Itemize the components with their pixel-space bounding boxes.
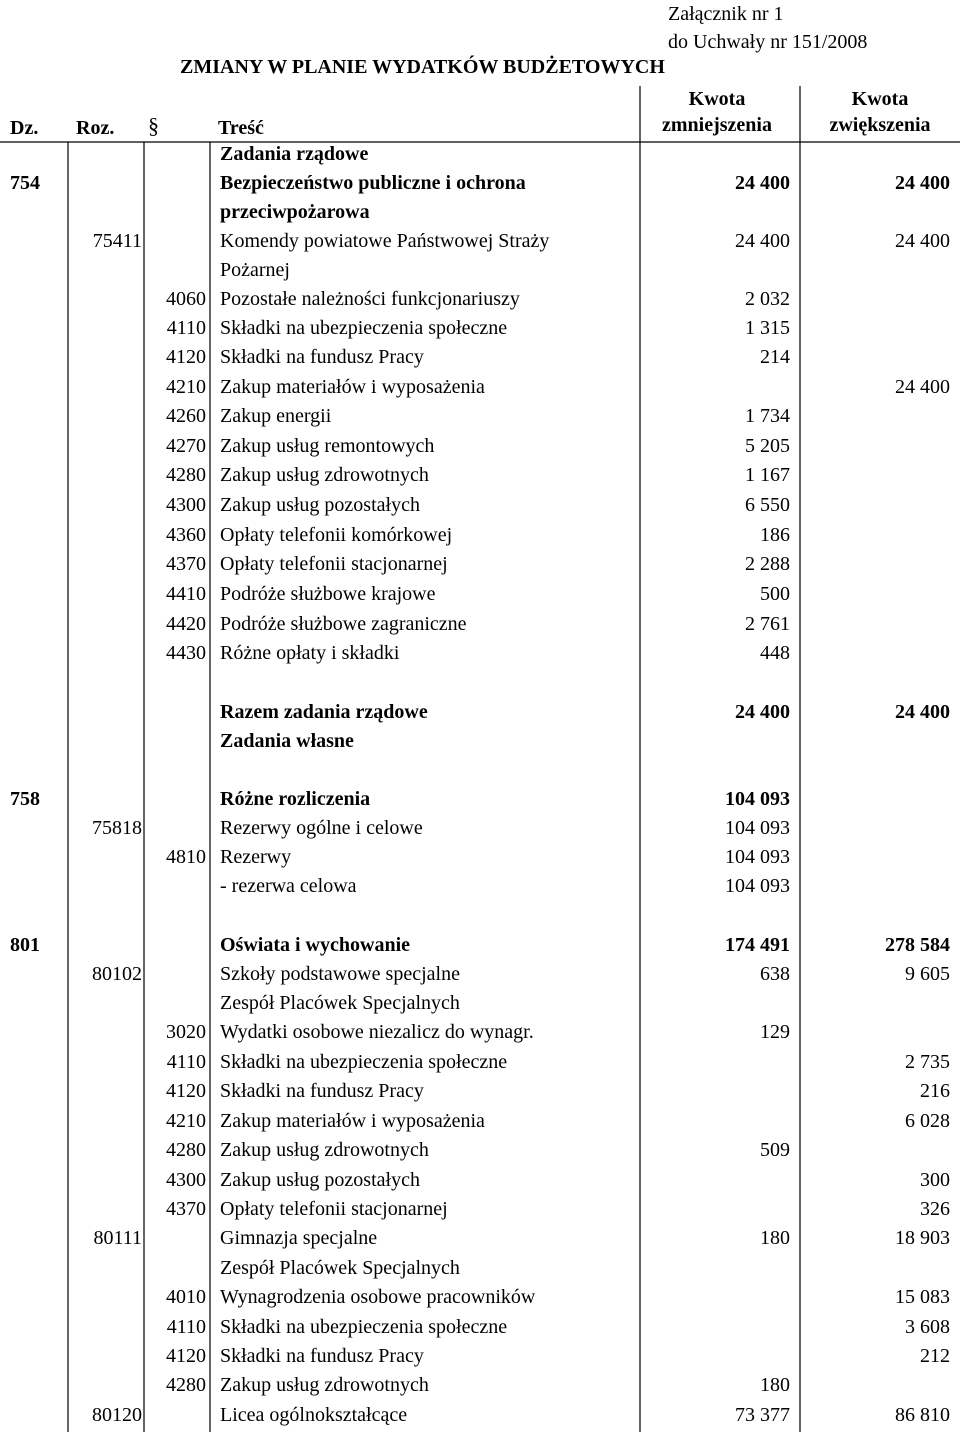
paragraph-cell: 4010 [166, 1286, 206, 1308]
increase-amount-cell: 3 608 [905, 1316, 950, 1338]
description-cell: Gimnazja specjalne [220, 1227, 378, 1249]
paragraph-cell: 4110 [166, 1051, 206, 1073]
description-cell: Bezpieczeństwo publiczne i ochrona [220, 172, 526, 194]
description-cell: Komendy powiatowe Państwowej Straży [220, 230, 550, 252]
decrease-amount-cell: 6 550 [745, 494, 790, 516]
increase-amount-cell: 326 [920, 1198, 950, 1220]
increase-amount-cell: 18 903 [895, 1227, 950, 1249]
decrease-amount-cell: 24 400 [735, 172, 790, 194]
description-cell: Składki na ubezpieczenia społeczne [220, 1051, 508, 1073]
increase-amount-cell: 2 735 [905, 1051, 950, 1073]
increase-amount-cell: 278 584 [885, 934, 950, 956]
description-cell: Zadania własne [220, 730, 354, 752]
paragraph-cell: 4210 [166, 1110, 206, 1132]
description-cell: Zespół Placówek Specjalnych [220, 992, 460, 1014]
annex-label: Załącznik nr 1 [668, 3, 784, 25]
description-cell: Licea ogólnokształcące [220, 1404, 408, 1426]
description-cell: Składki na fundusz Pracy [220, 1080, 424, 1102]
col-header-zmniejszenia-line1: Kwota [688, 88, 746, 110]
decrease-amount-cell: 174 491 [725, 934, 790, 956]
col-header-zwiekszenia [800, 86, 960, 138]
col-header-paragraph: § [148, 113, 159, 138]
paragraph-cell: 4360 [166, 524, 206, 546]
increase-amount-cell: 15 083 [895, 1286, 950, 1308]
col-header-zwiekszenia-line2: zwiększenia [829, 114, 931, 136]
increase-amount-cell: 212 [920, 1345, 950, 1367]
increase-amount-cell: 216 [920, 1080, 950, 1102]
description-cell: Opłaty telefonii stacjonarnej [220, 553, 448, 575]
decrease-amount-cell: 500 [760, 583, 790, 605]
paragraph-cell: 4270 [166, 435, 206, 457]
decrease-amount-cell: 24 400 [735, 701, 790, 723]
increase-amount-cell: 24 400 [895, 230, 950, 252]
decrease-amount-cell: 129 [760, 1021, 790, 1043]
description-cell: Zakup usług zdrowotnych [220, 464, 429, 486]
decrease-amount-cell: 1 734 [745, 405, 790, 427]
description-cell: Zespół Placówek Specjalnych [220, 1257, 460, 1279]
decrease-amount-cell: 104 093 [725, 817, 790, 839]
description-cell: Podróże służbowe zagraniczne [220, 613, 467, 635]
decrease-amount-cell: 73 377 [735, 1404, 790, 1426]
resolution-label: do Uchwały nr 151/2008 [668, 31, 868, 53]
decrease-amount-cell: 2 288 [745, 553, 790, 575]
increase-amount-cell: 300 [920, 1169, 950, 1191]
decrease-amount-cell: 214 [760, 346, 790, 368]
description-cell: Podróże służbowe krajowe [220, 583, 436, 605]
decrease-amount-cell: 1 167 [745, 464, 790, 486]
increase-amount-cell: 86 810 [895, 1404, 950, 1426]
annex-header [668, 0, 867, 56]
description-cell: Zadania rządowe [220, 143, 369, 165]
description-cell: Różne rozliczenia [220, 788, 371, 810]
description-cell: Zakup usług remontowych [220, 435, 435, 457]
description-cell: Razem zadania rządowe [220, 701, 428, 723]
description-cell: Składki na ubezpieczenia społeczne [220, 317, 508, 339]
description-cell: Rezerwy [220, 846, 292, 868]
description-cell: Rezerwy ogólne i celowe [220, 817, 423, 839]
decrease-amount-cell: 448 [760, 642, 790, 664]
description-cell: Wydatki osobowe niezalicz do wynagr. [220, 1021, 534, 1043]
paragraph-cell: 4280 [166, 464, 206, 486]
paragraph-cell: 4810 [166, 846, 206, 868]
col-header-tresc: Treść [218, 117, 264, 139]
decrease-amount-cell: 5 205 [745, 435, 790, 457]
description-cell: Składki na fundusz Pracy [220, 1345, 424, 1367]
col-header-zmniejszenia [640, 86, 794, 138]
description-cell: Pozostałe należności funkcjonariuszy [220, 288, 520, 310]
paragraph-cell: 4280 [166, 1374, 206, 1396]
decrease-amount-cell: 638 [760, 963, 790, 985]
decrease-amount-cell: 2 032 [745, 288, 790, 310]
increase-amount-cell: 24 400 [895, 701, 950, 723]
col-header-dz: Dz. [10, 117, 39, 139]
paragraph-cell: 4410 [166, 583, 206, 605]
increase-amount-cell: 24 400 [895, 172, 950, 194]
increase-amount-cell: 9 605 [905, 963, 950, 985]
dz-cell: 758 [10, 788, 40, 810]
description-cell: Składki na fundusz Pracy [220, 346, 424, 368]
paragraph-cell: 4060 [166, 288, 206, 310]
decrease-amount-cell: 104 093 [725, 788, 790, 810]
paragraph-cell: 4300 [166, 1169, 206, 1191]
decrease-amount-cell: 180 [760, 1374, 790, 1396]
decrease-amount-cell: 180 [760, 1227, 790, 1249]
col-header-roz: Roz. [76, 117, 115, 139]
paragraph-cell: 4370 [166, 1198, 206, 1220]
description-cell: - rezerwa celowa [220, 875, 357, 897]
description-cell: Zakup usług zdrowotnych [220, 1139, 429, 1161]
description-cell: Zakup usług pozostałych [220, 1169, 420, 1191]
paragraph-cell: 4120 [166, 1080, 206, 1102]
increase-amount-cell: 6 028 [905, 1110, 950, 1132]
decrease-amount-cell: 509 [760, 1139, 790, 1161]
paragraph-cell: 4420 [166, 613, 206, 635]
paragraph-cell: 4300 [166, 494, 206, 516]
paragraph-cell: 4120 [166, 346, 206, 368]
description-cell: Opłaty telefonii komórkowej [220, 524, 453, 546]
description-cell: Oświata i wychowanie [220, 934, 410, 956]
paragraph-cell: 4110 [166, 1316, 206, 1338]
roz-cell: 80102 [92, 963, 142, 985]
paragraph-cell: 4430 [166, 642, 206, 664]
decrease-amount-cell: 186 [760, 524, 790, 546]
description-cell: Zakup energii [220, 405, 332, 427]
col-header-zmniejszenia-line2: zmniejszenia [662, 114, 772, 136]
description-cell: Zakup usług pozostałych [220, 494, 420, 516]
paragraph-cell: 4260 [166, 405, 206, 427]
description-cell: Pożarnej [220, 259, 290, 281]
decrease-amount-cell: 1 315 [745, 317, 790, 339]
roz-cell: 75411 [92, 230, 142, 252]
description-cell: Zakup materiałów i wyposażenia [220, 1110, 485, 1132]
description-cell: przeciwpożarowa [220, 201, 370, 223]
dz-cell: 801 [10, 934, 40, 956]
col-header-zwiekszenia-line1: Kwota [851, 88, 909, 110]
description-cell: Składki na ubezpieczenia społeczne [220, 1316, 508, 1338]
increase-amount-cell: 24 400 [895, 376, 950, 398]
decrease-amount-cell: 2 761 [745, 613, 790, 635]
roz-cell: 80111 [93, 1227, 142, 1249]
description-cell: Wynagrodzenia osobowe pracowników [220, 1286, 536, 1308]
description-cell: Zakup materiałów i wyposażenia [220, 376, 485, 398]
dz-cell: 754 [10, 172, 40, 194]
decrease-amount-cell: 24 400 [735, 230, 790, 252]
decrease-amount-cell: 104 093 [725, 875, 790, 897]
roz-cell: 75818 [92, 817, 142, 839]
paragraph-cell: 4370 [166, 553, 206, 575]
roz-cell: 80120 [92, 1404, 142, 1426]
paragraph-cell: 4120 [166, 1345, 206, 1367]
paragraph-cell: 4110 [166, 317, 206, 339]
description-cell: Zakup usług zdrowotnych [220, 1374, 429, 1396]
decrease-amount-cell: 104 093 [725, 846, 790, 868]
paragraph-cell: 3020 [166, 1021, 206, 1043]
description-cell: Szkoły podstawowe specjalne [220, 963, 460, 985]
description-cell: Opłaty telefonii stacjonarnej [220, 1198, 448, 1220]
description-cell: Różne opłaty i składki [220, 642, 400, 664]
paragraph-cell: 4280 [166, 1139, 206, 1161]
paragraph-cell: 4210 [166, 376, 206, 398]
document-title: ZMIANY W PLANIE WYDATKÓW BUDŻETOWYCH [180, 56, 665, 78]
